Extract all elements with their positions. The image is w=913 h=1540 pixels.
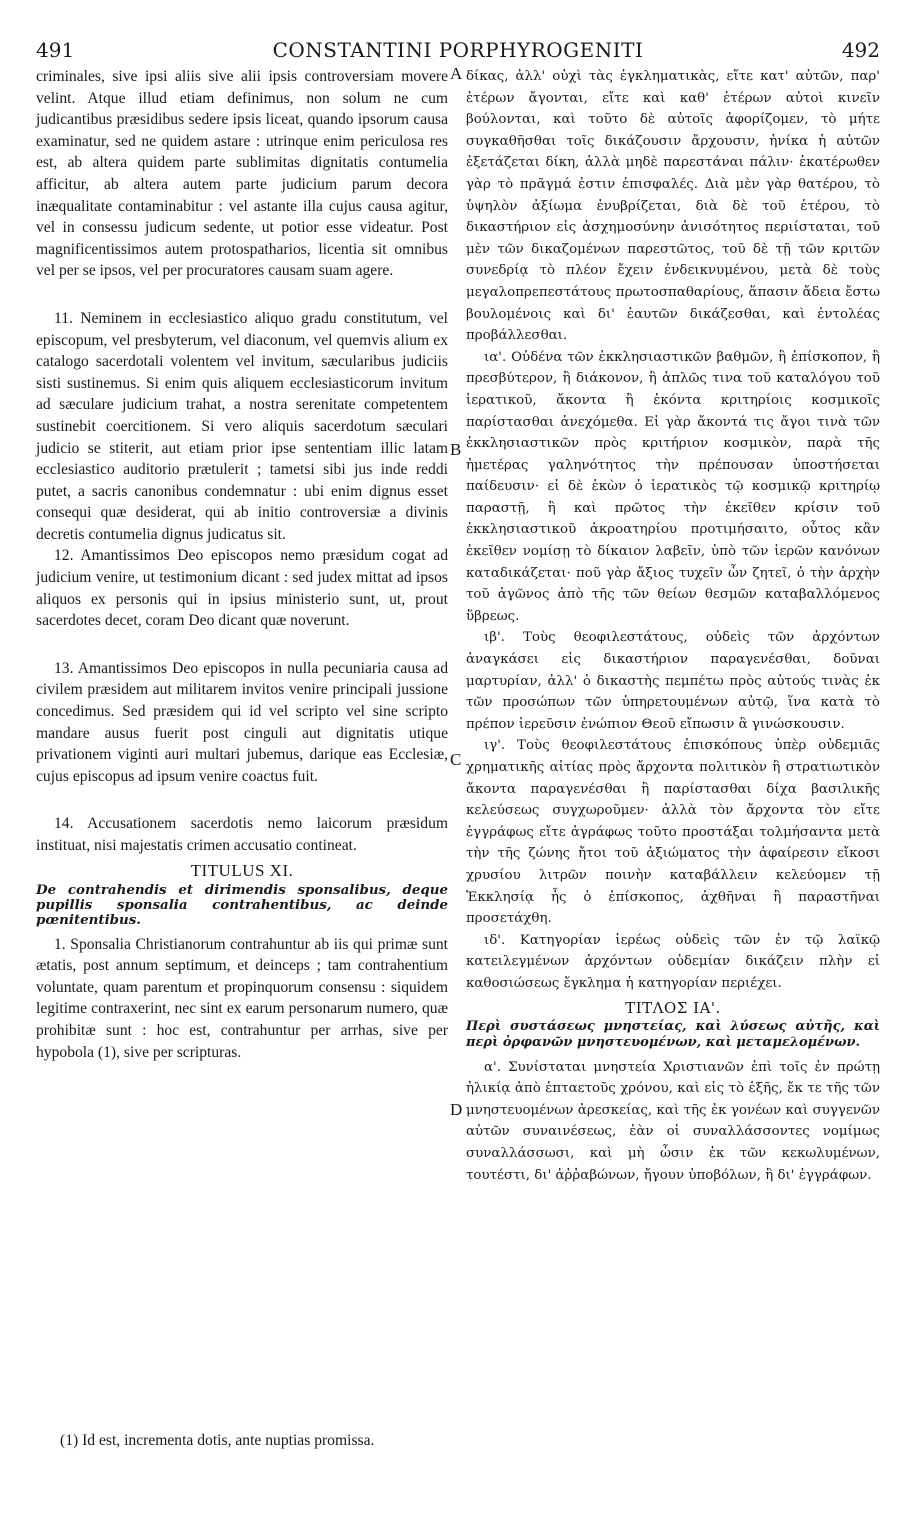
running-title: CONSTANTINI PORPHYROGENITI <box>272 38 644 62</box>
margin-letter-b: B <box>450 440 462 459</box>
greek-title: ΤΙΤΛΟΣ ΙΑ'. <box>625 998 721 1017</box>
greek-paragraph-continued: δίκας, ἀλλ' οὐχὶ τὰς ἐγκληματικὰς, εἴτε κατ' αὐτῶν, παρ' ἑτέρων ἄγονται, εἴτε καὶ καθ' ἑτέρων αὐτοὶ κινεῖν βούλονται, καὶ τοῦτο δὲ αὐτοῖς ἀφορίζομεν, τὸ μήτε συγκαθῆσθαι τοῖς δικάζουσιν ἄρχουσιν, ἡνίκα ἡ αὐτῶν ἐξετάζεται δίκη, ἀλλὰ μηδὲ παρεστάναι πάλιν· ἑκατέρωθεν γὰρ τὸ πρᾶγμά ἐστιν ἐπισφαλές. Διὰ μὲν γὰρ θατέρου, τὸ ὑψηλὸν ἀξίωμα ἐνυβρίζεται, διὰ δὲ τοῦ ἑτέρου, τὸ δικαστήριον εἰς ἀσχημοσύνην ἀνισότητος περιίσταται, τοῦ μὲν τῶν δικαζομένων παρεστῶτος, τοῦ δὲ τῇ τῶν κριτῶν συνεδρίᾳ τὸ πλέον ἔχειν ἐνδεικνυμένου, μετὰ δὲ τοὺς μεγαλοπρεπεστάτους πρωτοσπαθαρίους, ἅπασιν ἄδεια ἔστω βουλομένοις καὶ δι' ἑαυτῶν δικάζεσθαι, καὶ ἐντολέας προβάλλεσθαι. <box>466 69 880 344</box>
footnote: (1) Id est, incrementa dotis, ante nuptias promissa. <box>60 1432 375 1449</box>
latin-section-12: 12. Amantissimos Deo episcopos nemo præsidum cogat ad judicium venire, ut testimonium dicant : sed judex mittat ad ipsos aliquos ex personis qui in ipsius ministerio sunt, ut, prout sacerdotes decet, coram Deo dicant quæ noverunt. <box>36 547 448 630</box>
latin-subtitle: De contrahendis et dirimendis sponsalibus, deque pupillis sponsalia contrahentibus, ac deinde pœnitentibus. <box>36 881 448 928</box>
latin-title11-section-1: 1. Sponsalia Christianorum contrahuntur ab iis qui primæ sunt ætatis, post annum septimum, et deinceps ; tam contrahentium voluntate, quam parentum et propinquorum consensu : siquidem legitime contraxerint, nec sint ex earum personarum numero, quæ prohibitæ sunt : hoc est, contrahuntur per arrhas, sive per hypobola (1), sive per scripturas. <box>36 935 448 1061</box>
margin-letter-a: A <box>450 64 463 83</box>
margin-letter-d: D <box>450 1100 463 1119</box>
latin-section-11: 11. Neminem in ecclesiastico aliquo gradu constitutum, vel episcopum, vel presbyterum, vel diaconum, vel quemvis alium ex catalogo sacerdotali volentem vel invitum, sæcularibus judiciis sisti sustinemus. Si enim quis aliquem ecclesiasticorum invitum ad sæculare judicium trahat, a nostra serenitate competentem sustinebit coercitionem. Si vero aliquis sacerdotum sæculari judicio se stiterit, aut etiam prior ipse sententiam illic latam ecclesiastico auditorio prætulerit ; tametsi sibi jus inde reddi putet, a sacris canonibus condemnatur : ubi enim dignus esset consequi quæ desiderat, qui ab initio controversiæ a divinis decretis contumelia dignus judicatus sit. <box>36 309 448 543</box>
page-number-right: 492 <box>841 38 880 62</box>
latin-column <box>36 66 448 1063</box>
latin-section-13: 13. Amantissimos Deo episcopos in nulla pecuniaria causa ad civilem præsidem aut militarem invitos venire principali jussione concedimus. Sed præsidem qui id vel scripto vel sine scripto mandare ausus fuerit post cinguli aut dignitatis utique privationem viginti auri multari jubemus, darique eas Ecclesiæ, cujus episcopus ad ipsum venire coactus fuit. <box>36 659 448 785</box>
page-number-left: 491 <box>36 38 75 62</box>
margin-letter-c: C <box>450 750 462 769</box>
greek-section-11: ια'. Οὐδένα τῶν ἐκκλησιαστικῶν βαθμῶν, ἢ ἐπίσκοπον, ἢ πρεσβύτερον, ἢ διάκονον, ἢ ἁπλῶς τινα τοῦ καταλόγου τοῦ ἱερατικοῦ, ἄκοντα ἢ ἑκόντα κριτηρίοις κοσμικοῖς παρίστασθαι ἀνεχόμεθα. Εἰ γὰρ ἄκοντά τις ἄγοι τινὰ τῶν ἐκκλησιαστικῶν πρὸς κριτήριον κοσμικὸν, παρὰ τῆς ἡμετέρας γαληνότητος τὴν πρέπουσαν ὑποστήσεται παίδευσιν· εἰ δὲ ἑκὼν ὁ ἱερατικὸς τῷ κοσμικῷ κριτηρίῳ παραστῇ, ἢ καὶ πρῶτος τὴν ἐκεῖθεν κρίσιν τοῦ ἐκκλησιαστικοῦ ἀκροατηρίου προτιμήσαιτο, οὗτος κἂν ἐκεῖθεν νομίσῃ τὸ δίκαιον λαβεῖν, ὑπὸ τῶν ἱερῶν κανόνων καταδικάζεται· ποῦ γὰρ ἄξιος τυχεῖν ὧν ζητεῖ, ὁ τὴν ἀρχὴν τοῦ ἀγῶνος ἀπὸ τῆς τῶν θείων θεσμῶν καταβαλλόμενος ὕβρεως. <box>466 349 880 624</box>
greek-column <box>466 66 880 1186</box>
running-header <box>36 38 880 62</box>
greek-section-13: ιγ'. Τοὺς θεοφιλεστάτους ἐπισκόπους ὑπὲρ οὐδεμιᾶς χρηματικῆς αἰτίας πρὸς ἄρχοντα πολιτικὸν ἢ στρατιωτικὸν ἄκοντα παραγενέσθαι ἢ παρίστασθαι δίχα βασιλικῆς κελεύσεως συγχωροῦμεν· ἀλλὰ τὸν ἄρχοντα τὸν εἴτε ἐγγράφως εἴτε ἀγράφως τοῦτο προστάξαι τολμήσαντα μετὰ τὴν τῆς ζώνης ἤτοι τοῦ ἀξιώματος τὴν ἀφαίρεσιν εἴκοσι χρυσίου λιτρῶν ποινὴν καταβάλλειν κελεύομεν τῇ Ἐκκλησίᾳ ἧς ὁ ἐπίσκοπος, ἀχθῆναι ἢ παραστῆναι προσετάχθη. <box>466 738 880 927</box>
greek-subtitle: Περὶ συστάσεως μνηστείας, καὶ λύσεως αὐτῆς, καὶ περὶ ὀρφανῶν μνηστευομένων, καὶ μεταμελομένων. <box>466 1018 880 1050</box>
greek-section-14: ιδ'. Κατηγορίαν ἱερέως οὐδεὶς τῶν ἐν τῷ λαϊκῷ κατειλεγμένων ἀρχόντων οὐδεμίαν δικάζειν πλὴν εἰ καθοσιώσεως ἔγκλημα ἡ κατηγορίαν περιέχει. <box>466 932 880 991</box>
greek-title11-section-1: α'. Συνίσταται μνηστεία Χριστιανῶν ἐπὶ τοῖς ἐν πρώτῃ ἡλικίᾳ ἀπὸ ἑπταετοῦς χρόνου, καὶ εἰς τὸ ἑξῆς, ἔκ τε τῆς τῶν μνηστευομένων ἀρεσκείας, καὶ τῆς ἐκ γονέων καὶ συγγενῶν αὐτῶν συναινέσεως, ἐὰν οἱ συναλλάσσοντες νομίμως συναλλάσσωσι, καὶ μὴ ὦσιν ἐκ τῶν κεκωλυμένων, τουτέστι, δι' ἀῤῥαβώνων, ἤγουν ὑποβόλων, ἢ δι' ἐγγράφων. <box>466 1059 880 1183</box>
latin-section-14: 14. Accusationem sacerdotis nemo laicorum præsidum instituat, nisi majestatis crimen accusatio contineat. <box>36 815 448 854</box>
latin-paragraph-continued: criminales, sive ipsi aliis sive alii ipsis controversiam movere velint. Atque illud etiam definimus, non solum ne cum judicantibus præsidibus sedere ipsis liceat, quando ipsorum causa examinatur, sed ne quidem astare : utrinque enim periculosa res est, ab altera quidem parte sublimitas dignitatis contumelia afficitur, ab altera autem parte judicium parum decora inæqualitate contaminabitur : vel astante illa cujus causa agitur, vel in consessu judicum sedente, ut potior esse videatur. Post magnificentissimos autem protospatharios, licentia sit omnibus vel per se ipsos, vel per procuratores causam suam agere. <box>36 68 448 280</box>
greek-section-12: ιβ'. Τοὺς θεοφιλεστάτους, οὐδεὶς τῶν ἀρχόντων ἀναγκάσει εἰς δικαστήριον παραγενέσθαι, δοῦναι μαρτυρίαν, ἀλλ' ὁ δικαστὴς πεμπέτω πρὸς αὐτούς τινὰς ἐκ τῶν προσώπων τῶν ὑπηρετουμένων αὐτῷ, ἵνα κατὰ τὸ πρέπον ἱερεῦσιν ἐνώπιον Θεοῦ εἴπωσιν ἃ γινώσκουσιν. <box>466 630 880 732</box>
latin-title: TITULUS XI. <box>190 860 294 880</box>
